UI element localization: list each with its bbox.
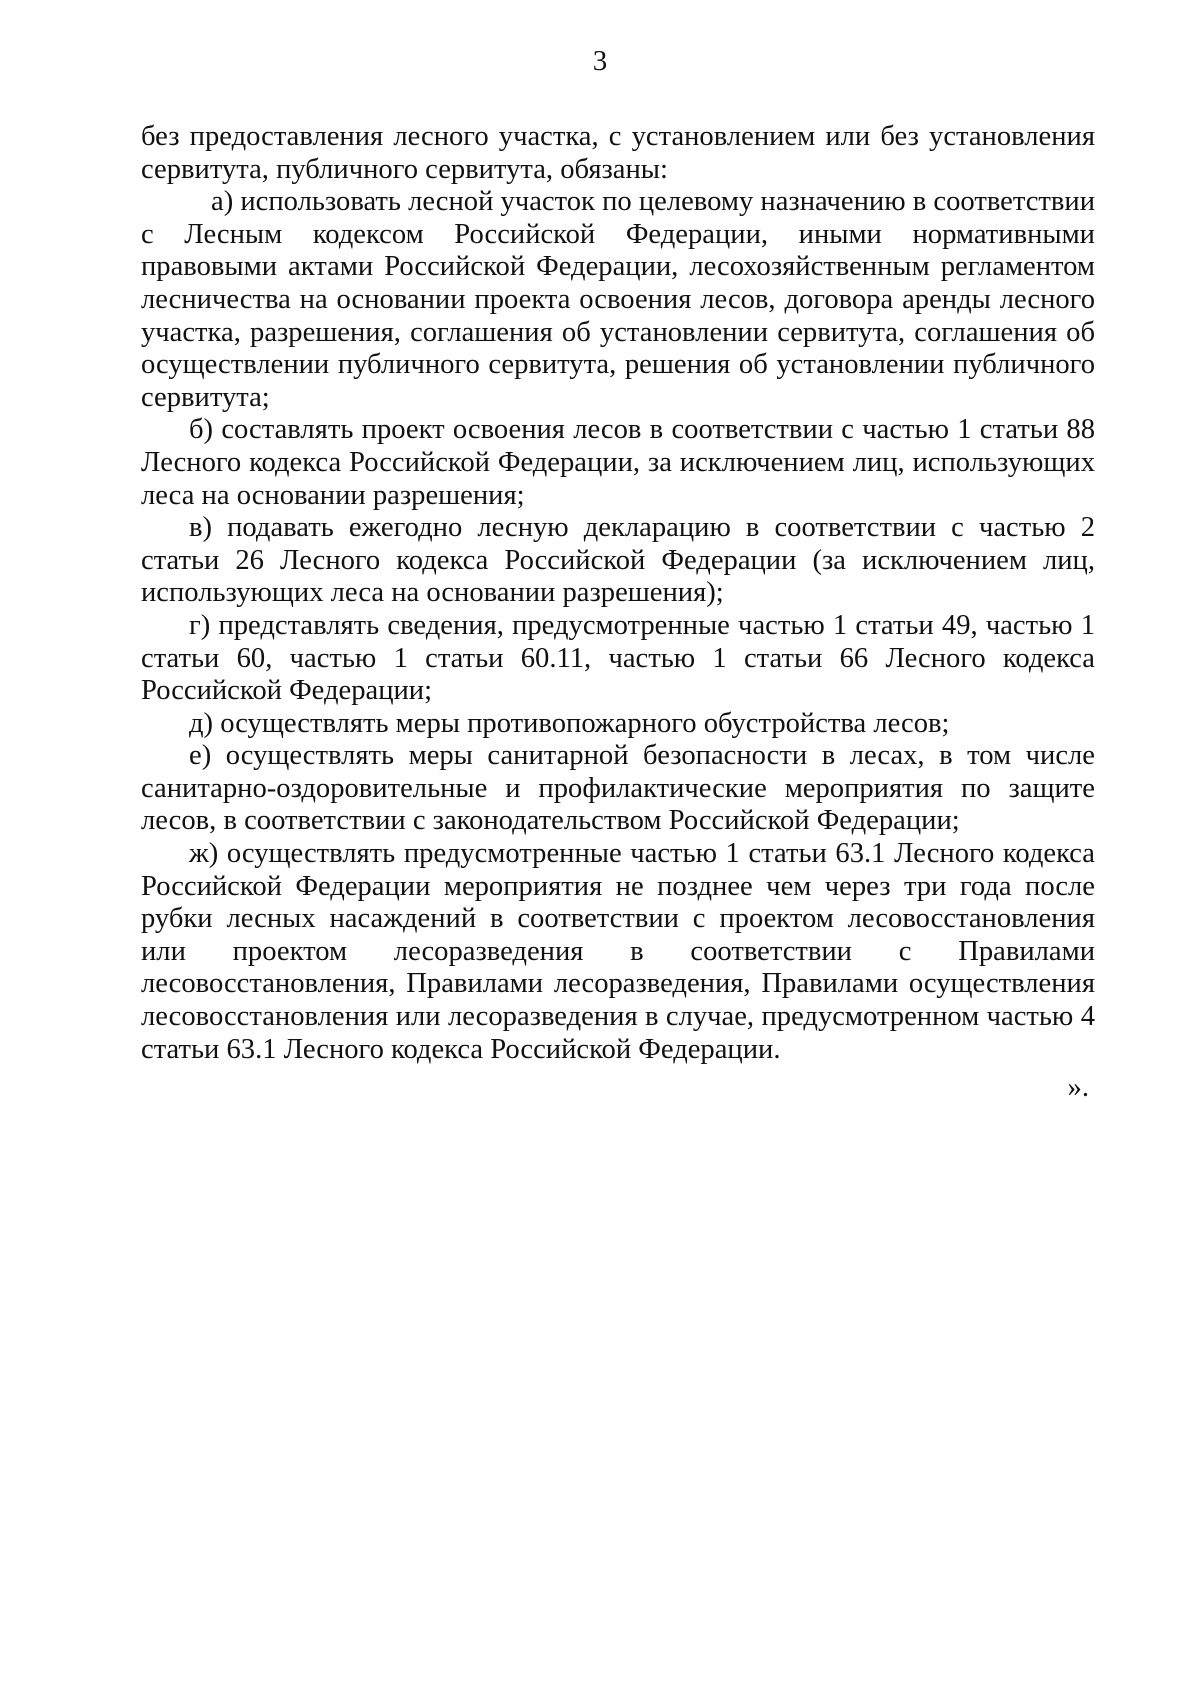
list-item-a: а) использовать лесной участок по целевому назначению в соответствии с Лесным кодексом Российской Федерации, иными нормативными правовыми актами Российской Федерации, лесохозяйственным регламентом лесничества на основании проекта освоения лесов, договора аренды лесного участка, разрешения, соглашения об установлении сервитута, соглашения об осуществлении публичного сервитута, решения об установлении публичного сервитута; [141,186,1095,413]
page-number: 3 [592,45,608,77]
list-item-v: в) подавать ежегодно лесную декларацию в соответствии с частью 2 статьи 26 Лесного кодекса Российской Федерации (за исключением лиц, использующих леса на основании разрешения); [141,512,1095,609]
intro-paragraph: без предоставления лесного участка, с установлением или без установления сервитута, публичного сервитута, обязаны: [141,121,1095,185]
list-item-b: б) составлять проект освоения лесов в соответствии с частью 1 статьи 88 Лесного кодекса Российской Федерации, за исключением лиц, использующих леса на основании разрешения; [141,414,1095,511]
closing-quote: ». [1067,1072,1089,1104]
list-item-g: г) представлять сведения, предусмотренные частью 1 статьи 49, частью 1 статьи 60, частью 1 статьи 60.11, частью 1 статьи 66 Лесного кодекса Российской Федерации; [141,609,1095,707]
list-item-zh: ж) осуществлять предусмотренные частью 1 статьи 63.1 Лесного кодекса Российской Федерации мероприятия не позднее чем через три года после рубки лесных насаждений в соответствии с проектом лесовосстановления или проектом лесоразведения в соответствии с Правилами лесовосстановления, Правилами лесоразведения, Правилами осуществления лесовосстановления или лесоразведения в случае, предусмотренном частью 4 статьи 63.1 Лесного кодекса Российской Федерации. [141,838,1095,1065]
document-body [141,121,1095,1105]
list-item-d: д) осуществлять меры противопожарного обустройства лесов; [189,707,950,739]
list-item-e: е) осуществлять меры санитарной безопасности в лесах, в том числе санитарно-оздоровительные и профилактические мероприятия по защите лесов, в соответствии с законодательством Российской Федерации; [141,740,1095,837]
